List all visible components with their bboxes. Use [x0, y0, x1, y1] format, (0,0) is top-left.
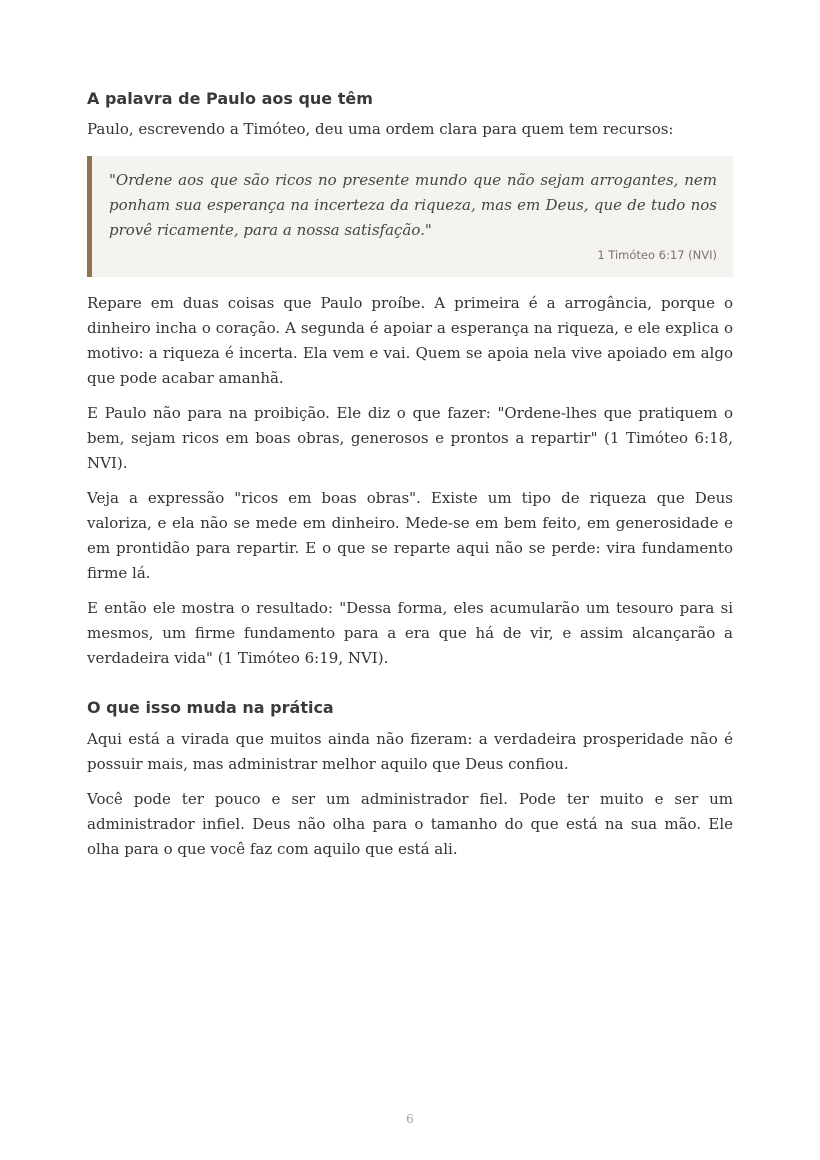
page-number: 6 — [406, 1112, 414, 1126]
paragraph: Repare em duas coisas que Paulo proíbe. A primeira é a arrogância, porque o dinheiro incha o coração. A segunda é apoiar a esperança na riqueza, e ele explica o motivo: a riqueza é incerta. Ela vem e vai. Quem se apoia nela vive apoiado em algo que pode acabar amanhã. — [87, 294, 733, 387]
paragraph: Você pode ter pouco e ser um administrador fiel. Pode ter muito e ser um administrador infiel. Deus não olha para o tamanho do que está na sua mão. Ele olha para o que você faz com aquilo que está ali. — [87, 790, 733, 858]
paragraph: E então ele mostra o resultado: "Dessa forma, eles acumularão um tesouro para si mesmos, um firme fundamento para a era que há de vir, e assim alcançarão a verdadeira vida" (1 Timóteo 6:19, NVI). — [87, 599, 733, 667]
quote-text: "Ordene aos que são ricos no presente mundo que não sejam arrogantes, nem ponham sua esperança na incerteza da riqueza, mas em Deus, que de tudo nos provê ricamente, para a nossa satisfação." — [109, 171, 717, 239]
scripture-quote — [87, 156, 733, 277]
quote-reference: 1 Timóteo 6:17 (NVI) — [597, 248, 717, 262]
section-heading-paulo: A palavra de Paulo aos que têm — [87, 89, 373, 108]
paragraph: Aqui está a virada que muitos ainda não fizeram: a verdadeira prosperidade não é possuir mais, mas administrar melhor aquilo que Deus confiou. — [87, 730, 733, 773]
section-heading-pratica: O que isso muda na prática — [87, 698, 334, 717]
paragraph: E Paulo não para na proibição. Ele diz o que fazer: "Ordene-lhes que pratiquem o bem, sejam ricos em boas obras, generosos e prontos a repartir" (1 Timóteo 6:18, NVI). — [87, 404, 733, 472]
document-page — [87, 88, 733, 862]
intro-paragraph: Paulo, escrevendo a Timóteo, deu uma ordem clara para quem tem recursos: — [87, 120, 674, 138]
paragraph: Veja a expressão "ricos em boas obras". Existe um tipo de riqueza que Deus valoriza, e ela não se mede em dinheiro. Mede-se em bem feito, em generosidade e em prontidão para repartir. E o que se reparte aqui não se perde: vira fundamento firme lá. — [87, 489, 733, 582]
